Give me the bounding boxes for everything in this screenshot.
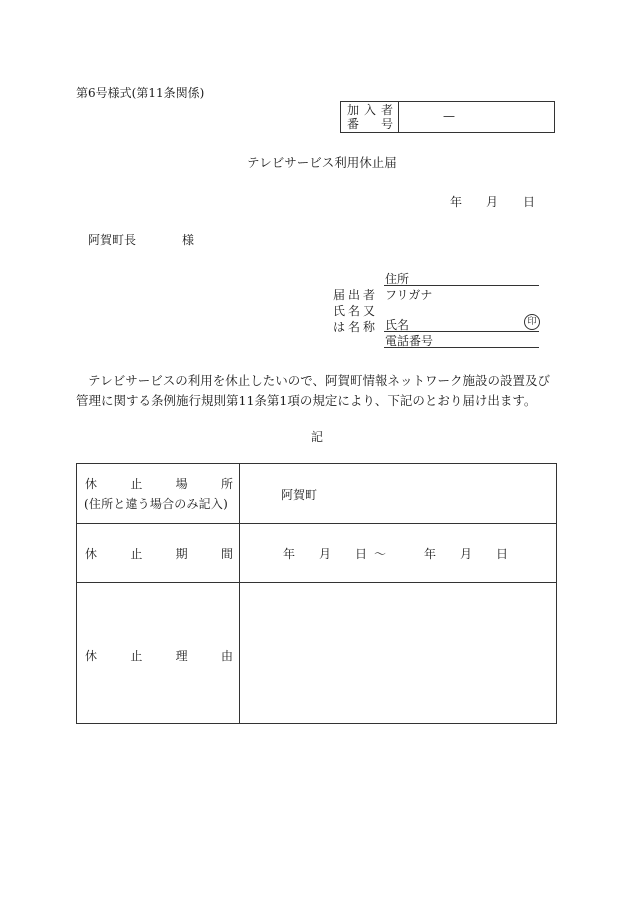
suspension-period-label: 休止期間 — [85, 547, 233, 561]
body-paragraph: テレビサービスの利用を休止したいので、阿賀町情報ネットワーク施設の設置及び管理に関する条例施行規則第11条第1項の規定により、下記のとおり届け出ます。 — [76, 373, 551, 408]
subscriber-number-box — [340, 101, 555, 133]
address-label: 住所 — [385, 272, 410, 286]
furigana-label: フリガナ — [385, 288, 433, 302]
form-number: 第6号様式(第11条関係) — [76, 86, 205, 100]
subscriber-label-line1: 加入者 — [347, 103, 393, 117]
date-year-label: 年 — [450, 195, 463, 209]
applicant-label-line1: 届出者 — [333, 288, 379, 302]
subscriber-label-line2: 番 号 — [347, 117, 393, 131]
addressee: 阿賀町長 — [88, 233, 137, 247]
ki-heading: 記 — [311, 430, 324, 444]
subscriber-number-field[interactable]: — — [443, 109, 455, 123]
phone-label: 電話番号 — [385, 334, 434, 348]
table-column-divider — [239, 464, 240, 723]
applicant-label-line2: 氏名又 — [333, 304, 379, 318]
form-title: テレビサービス利用休止届 — [247, 155, 397, 170]
table-row-divider — [77, 582, 556, 583]
date-day-label: 日 — [523, 195, 536, 209]
name-label: 氏名 — [385, 318, 410, 332]
period-to-day: 日 — [496, 547, 509, 561]
period-to-year: 年 — [424, 547, 437, 561]
period-from-day: 日 — [355, 547, 368, 561]
suspension-place-value[interactable]: 阿賀町 — [281, 488, 318, 502]
period-from-year: 年 — [283, 547, 296, 561]
subscriber-number-label — [341, 102, 399, 132]
addressee-suffix: 様 — [182, 233, 195, 247]
period-tilde: ～ — [374, 547, 387, 561]
details-table — [76, 463, 557, 724]
suspension-reason-label: 休止理由 — [85, 649, 233, 663]
suspension-place-note: (住所と違う場合のみ記入) — [84, 497, 228, 511]
suspension-place-label: 休止場所 — [85, 477, 233, 491]
table-row-divider — [77, 523, 556, 524]
period-to-month: 月 — [460, 547, 473, 561]
suspension-reason-field[interactable] — [247, 590, 547, 716]
date-month-label: 月 — [486, 195, 499, 209]
phone-line[interactable] — [384, 347, 539, 348]
applicant-label-line3: は名称 — [333, 320, 379, 334]
seal-mark: 印 — [524, 314, 540, 330]
period-from-month: 月 — [319, 547, 332, 561]
